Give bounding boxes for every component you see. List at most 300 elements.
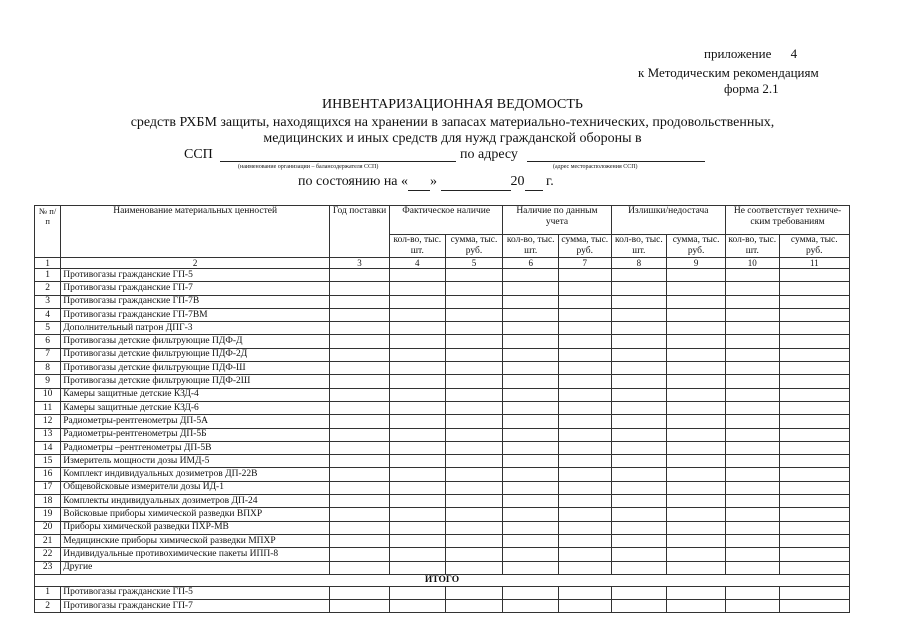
value-cell[interactable] [559,600,612,613]
value-cell[interactable] [330,282,390,295]
value-cell[interactable] [779,348,849,361]
table-row [35,534,850,547]
value-cell[interactable] [330,534,390,547]
value-cell[interactable] [503,295,559,308]
table-row [35,362,850,375]
value-cell[interactable] [330,428,390,441]
value-cell[interactable] [726,375,780,388]
value-cell[interactable] [667,401,726,414]
value-cell[interactable] [779,401,849,414]
address-label: по адресу [460,147,518,162]
value-cell[interactable] [611,481,667,494]
value-cell[interactable] [779,388,849,401]
value-cell[interactable] [611,322,667,335]
col-number: 8 [611,258,667,269]
value-cell[interactable] [389,308,445,321]
value-cell[interactable] [503,586,559,599]
value-cell[interactable] [667,282,726,295]
value-cell[interactable] [667,308,726,321]
inventory-table [34,205,850,613]
item-name: Медицинские приборы химической разведки МПХР [61,534,330,547]
value-cell[interactable] [503,468,559,481]
value-cell[interactable] [779,455,849,468]
value-cell[interactable] [503,322,559,335]
value-cell[interactable] [667,388,726,401]
value-cell[interactable] [503,348,559,361]
value-cell[interactable] [445,401,503,414]
value-cell[interactable] [611,269,667,282]
value-cell[interactable] [330,561,390,574]
value-cell[interactable] [389,388,445,401]
value-cell[interactable] [726,388,780,401]
value-cell[interactable] [559,348,612,361]
value-cell[interactable] [389,534,445,547]
value-cell[interactable] [445,388,503,401]
value-cell[interactable] [503,375,559,388]
value-cell[interactable] [503,521,559,534]
value-cell[interactable] [726,508,780,521]
value-cell[interactable] [330,362,390,375]
value-cell[interactable] [667,534,726,547]
value-cell[interactable] [559,468,612,481]
value-cell[interactable] [503,388,559,401]
value-cell[interactable] [503,401,559,414]
value-cell[interactable] [445,548,503,561]
title-line-1: средств РХБМ защиты, находящихся на хранении в запасах материально-технических, продовольственных, [130,115,775,130]
value-cell[interactable] [559,495,612,508]
appendix-line [704,47,797,61]
value-cell[interactable] [611,282,667,295]
value-cell[interactable] [445,335,503,348]
row-number: 9 [35,375,61,388]
value-cell[interactable] [445,561,503,574]
address-hint: (адрес месторасположения ССП) [553,164,638,170]
total-label: ИТОГО [35,574,850,586]
value-cell[interactable] [389,468,445,481]
total-row [35,574,850,586]
value-cell[interactable] [503,269,559,282]
value-cell[interactable] [726,455,780,468]
header-sum: сумма, тыс. руб. [667,235,726,258]
value-cell[interactable] [503,282,559,295]
value-cell[interactable] [611,375,667,388]
item-name: Противогазы детские фильтрующие ПДФ-Ш [61,362,330,375]
value-cell[interactable] [611,521,667,534]
value-cell[interactable] [559,362,612,375]
value-cell[interactable] [559,269,612,282]
value-cell[interactable] [667,548,726,561]
value-cell[interactable] [779,308,849,321]
value-cell[interactable] [667,441,726,454]
value-cell[interactable] [503,428,559,441]
value-cell[interactable] [330,586,390,599]
value-cell[interactable] [445,322,503,335]
item-name: Радиометры-рентгенометры ДП-5А [61,415,330,428]
value-cell[interactable] [445,455,503,468]
value-cell[interactable] [330,441,390,454]
value-cell[interactable] [445,269,503,282]
value-cell[interactable] [330,322,390,335]
value-cell[interactable] [611,401,667,414]
table-row [35,455,850,468]
value-cell[interactable] [726,335,780,348]
value-cell[interactable] [389,508,445,521]
row-number: 3 [35,295,61,308]
value-cell[interactable] [389,548,445,561]
value-cell[interactable] [559,282,612,295]
value-cell[interactable] [389,481,445,494]
table-row [35,521,850,534]
appendix-number: 4 [790,46,798,61]
value-cell[interactable] [726,282,780,295]
row-number: 20 [35,521,61,534]
value-cell[interactable] [330,348,390,361]
value-cell[interactable] [779,534,849,547]
value-cell[interactable] [445,308,503,321]
value-cell[interactable] [667,428,726,441]
date-line [298,174,554,191]
value-cell[interactable] [445,534,503,547]
value-cell[interactable] [503,508,559,521]
value-cell[interactable] [559,534,612,547]
value-cell[interactable] [330,388,390,401]
value-cell[interactable] [503,495,559,508]
header-qty: кол-во, тыс. шт. [726,235,780,258]
value-cell[interactable] [330,308,390,321]
value-cell[interactable] [559,401,612,414]
value-cell[interactable] [445,600,503,613]
value-cell[interactable] [330,508,390,521]
value-cell[interactable] [330,415,390,428]
row-number: 12 [35,415,61,428]
col-number: 6 [503,258,559,269]
value-cell[interactable] [330,495,390,508]
value-cell[interactable] [389,441,445,454]
value-cell[interactable] [611,348,667,361]
table-row [35,335,850,348]
value-cell[interactable] [667,362,726,375]
value-cell[interactable] [389,375,445,388]
table-row [35,548,850,561]
value-cell[interactable] [559,428,612,441]
value-cell[interactable] [726,348,780,361]
value-cell[interactable] [445,441,503,454]
value-cell[interactable] [389,295,445,308]
item-name: Противогазы гражданские ГП-7 [61,600,330,613]
value-cell[interactable] [779,415,849,428]
value-cell[interactable] [330,375,390,388]
value-cell[interactable] [445,348,503,361]
value-cell[interactable] [726,468,780,481]
value-cell[interactable] [503,534,559,547]
item-name: Противогазы гражданские ГП-7В [61,295,330,308]
value-cell[interactable] [779,322,849,335]
value-cell[interactable] [726,428,780,441]
value-cell[interactable] [779,586,849,599]
value-cell[interactable] [330,401,390,414]
org-hint: (наименование организации – балансодержателя ССП) [238,164,379,170]
value-cell[interactable] [611,495,667,508]
row-number: 8 [35,362,61,375]
value-cell[interactable] [389,282,445,295]
value-cell[interactable] [611,548,667,561]
value-cell[interactable] [389,348,445,361]
value-cell[interactable] [445,415,503,428]
value-cell[interactable] [559,388,612,401]
value-cell[interactable] [611,362,667,375]
value-cell[interactable] [611,441,667,454]
value-cell[interactable] [611,561,667,574]
value-cell[interactable] [667,375,726,388]
value-cell[interactable] [445,428,503,441]
table-row [35,441,850,454]
org-name-field[interactable] [220,161,456,162]
address-field[interactable] [527,161,705,162]
value-cell[interactable] [667,586,726,599]
value-cell[interactable] [389,521,445,534]
header-year: Год поставки [330,206,390,258]
value-cell[interactable] [559,455,612,468]
value-cell[interactable] [726,308,780,321]
value-cell[interactable] [559,521,612,534]
value-cell[interactable] [503,455,559,468]
row-number: 17 [35,481,61,494]
value-cell[interactable] [726,548,780,561]
item-name: Дополнительный патрон ДПГ-3 [61,322,330,335]
item-name: Комплекты индивидуальных дозиметров ДП-24 [61,495,330,508]
value-cell[interactable] [503,335,559,348]
value-cell[interactable] [779,548,849,561]
value-cell[interactable] [445,508,503,521]
value-cell[interactable] [667,455,726,468]
table-row [35,481,850,494]
value-cell[interactable] [726,401,780,414]
table-row [35,561,850,574]
value-cell[interactable] [667,508,726,521]
value-cell[interactable] [445,295,503,308]
value-cell[interactable] [445,586,503,599]
value-cell[interactable] [389,362,445,375]
table-row [35,322,850,335]
item-name: Индивидуальные противохимические пакеты ИПП-8 [61,548,330,561]
value-cell[interactable] [389,428,445,441]
value-cell[interactable] [330,548,390,561]
value-cell[interactable] [330,455,390,468]
header-name: Наименование материальных ценностей [61,206,330,258]
value-cell[interactable] [503,362,559,375]
row-number: 10 [35,388,61,401]
date-mid: » [430,174,438,189]
value-cell[interactable] [503,441,559,454]
value-cell[interactable] [611,308,667,321]
value-cell[interactable] [726,295,780,308]
item-name: Общевойсковые измерители дозы ИД-1 [61,481,330,494]
header-actual: Фактическое наличие [389,206,502,235]
value-cell[interactable] [779,269,849,282]
header-num: № п/п [35,206,61,258]
value-cell[interactable] [779,468,849,481]
value-cell[interactable] [726,534,780,547]
value-cell[interactable] [779,521,849,534]
row-number: 14 [35,441,61,454]
value-cell[interactable] [503,415,559,428]
value-cell[interactable] [667,561,726,574]
value-cell[interactable] [389,586,445,599]
date-day-field[interactable] [408,174,430,191]
value-cell[interactable] [389,495,445,508]
value-cell[interactable] [611,534,667,547]
value-cell[interactable] [779,335,849,348]
table-row [35,428,850,441]
value-cell[interactable] [611,586,667,599]
value-cell[interactable] [779,362,849,375]
value-cell[interactable] [559,561,612,574]
value-cell[interactable] [779,375,849,388]
header-sum: сумма, тыс. руб. [445,235,503,258]
value-cell[interactable] [559,548,612,561]
value-cell[interactable] [611,455,667,468]
value-cell[interactable] [779,561,849,574]
value-cell[interactable] [779,428,849,441]
value-cell[interactable] [445,521,503,534]
value-cell[interactable] [667,335,726,348]
value-cell[interactable] [389,561,445,574]
value-cell[interactable] [330,295,390,308]
title-line-2: медицинских и иных средств для нужд гражданской обороны в [263,131,642,146]
value-cell[interactable] [779,600,849,613]
value-cell[interactable] [779,508,849,521]
value-cell[interactable] [667,481,726,494]
value-cell[interactable] [726,322,780,335]
value-cell[interactable] [559,441,612,454]
row-number: 23 [35,561,61,574]
value-cell[interactable] [503,600,559,613]
value-cell[interactable] [389,401,445,414]
value-cell[interactable] [445,282,503,295]
header-surplus: Излишки/недостача [611,206,725,235]
value-cell[interactable] [726,441,780,454]
value-cell[interactable] [779,481,849,494]
item-name: Противогазы детские фильтрующие ПДФ-2Ш [61,375,330,388]
value-cell[interactable] [445,468,503,481]
value-cell[interactable] [667,600,726,613]
item-name: Противогазы гражданские ГП-5 [61,586,330,599]
value-cell[interactable] [611,335,667,348]
value-cell[interactable] [559,322,612,335]
value-cell[interactable] [503,548,559,561]
value-cell[interactable] [389,335,445,348]
value-cell[interactable] [667,295,726,308]
appendix-label: приложение [704,46,772,61]
col-number: 5 [445,258,503,269]
value-cell[interactable] [330,521,390,534]
item-name: Противогазы детские фильтрующие ПДФ-Д [61,335,330,348]
row-number: 6 [35,335,61,348]
value-cell[interactable] [779,495,849,508]
value-cell[interactable] [726,495,780,508]
value-cell[interactable] [559,481,612,494]
value-cell[interactable] [445,375,503,388]
value-cell[interactable] [726,586,780,599]
value-cell[interactable] [559,308,612,321]
value-cell[interactable] [559,335,612,348]
value-cell[interactable] [667,322,726,335]
value-cell[interactable] [726,600,780,613]
value-cell[interactable] [445,495,503,508]
value-cell[interactable] [611,388,667,401]
col-number: 1 [35,258,61,269]
value-cell[interactable] [726,415,780,428]
item-name: Радиометры-рентгенометры ДП-5Б [61,428,330,441]
row-number: 5 [35,322,61,335]
value-cell[interactable] [667,269,726,282]
value-cell[interactable] [611,415,667,428]
header-accounting: Наличие по данным учета [503,206,611,235]
value-cell[interactable] [503,481,559,494]
value-cell[interactable] [559,508,612,521]
ssp-label: ССП [184,147,213,162]
value-cell[interactable] [559,586,612,599]
value-cell[interactable] [503,308,559,321]
value-cell[interactable] [611,600,667,613]
header-qty: кол-во, тыс. шт. [503,235,559,258]
value-cell[interactable] [726,269,780,282]
date-month-field[interactable] [441,174,511,191]
value-cell[interactable] [779,295,849,308]
item-name: Противогазы гражданские ГП-7ВМ [61,308,330,321]
value-cell[interactable] [330,481,390,494]
value-cell[interactable] [445,362,503,375]
value-cell[interactable] [559,415,612,428]
value-cell[interactable] [330,600,390,613]
value-cell[interactable] [445,481,503,494]
value-cell[interactable] [389,455,445,468]
value-cell[interactable] [503,561,559,574]
value-cell[interactable] [389,269,445,282]
value-cell[interactable] [726,521,780,534]
value-cell[interactable] [726,481,780,494]
value-cell[interactable] [779,282,849,295]
value-cell[interactable] [667,468,726,481]
value-cell[interactable] [779,441,849,454]
value-cell[interactable] [559,295,612,308]
row-number: 13 [35,428,61,441]
value-cell[interactable] [330,269,390,282]
value-cell[interactable] [611,508,667,521]
value-cell[interactable] [726,561,780,574]
value-cell[interactable] [667,415,726,428]
row-number: 1 [35,586,61,599]
value-cell[interactable] [389,600,445,613]
table-row [35,375,850,388]
value-cell[interactable] [330,468,390,481]
value-cell[interactable] [726,362,780,375]
date-year-field[interactable] [525,174,543,191]
value-cell[interactable] [611,468,667,481]
value-cell[interactable] [667,495,726,508]
value-cell[interactable] [389,415,445,428]
date-suffix: г. [546,174,554,189]
value-cell[interactable] [667,348,726,361]
value-cell[interactable] [611,428,667,441]
value-cell[interactable] [389,322,445,335]
table-row [35,600,850,613]
value-cell[interactable] [667,521,726,534]
value-cell[interactable] [611,295,667,308]
column-number-row [35,258,850,269]
value-cell[interactable] [330,335,390,348]
value-cell[interactable] [559,375,612,388]
